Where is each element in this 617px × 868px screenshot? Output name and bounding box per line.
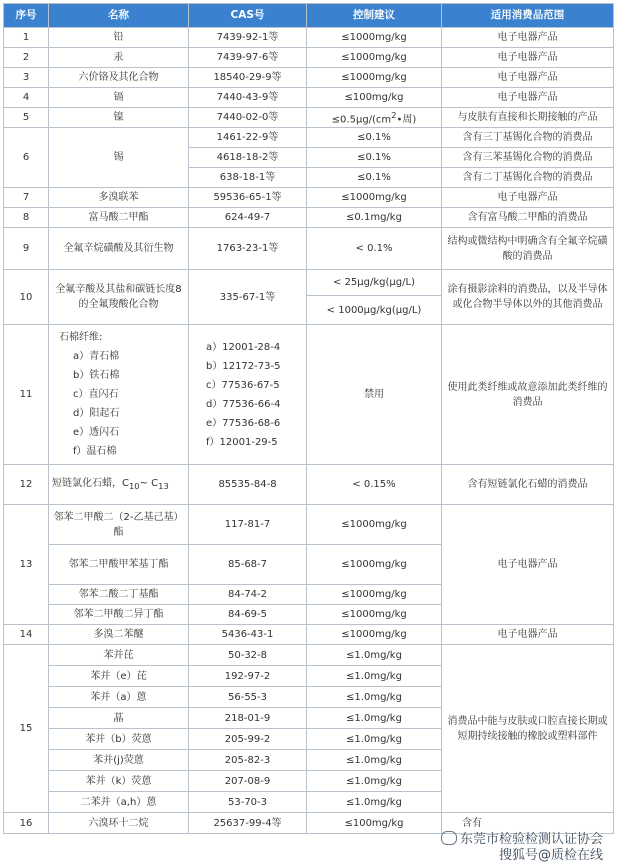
list-item: b）铁石棉 <box>73 370 120 382</box>
row-name: 汞 <box>49 48 189 68</box>
row-no: 10 <box>4 270 49 325</box>
row-name: 镍 <box>49 108 189 128</box>
row-scope: 含有三苯基锡化合物的消费品 <box>442 148 614 168</box>
row-scope: 含有富马酸二甲酯的消费品 <box>442 208 614 228</box>
list-item: c）直闪石 <box>73 389 119 401</box>
row-limit: ≤1.0mg/kg <box>307 666 442 687</box>
row-cas: 56-55-3 <box>189 687 307 708</box>
row-limit: ≤1.0mg/kg <box>307 708 442 729</box>
list-item: e）77536-68-6 <box>206 417 281 429</box>
row-cas: 335-67-1等 <box>189 270 307 325</box>
list-item: a）青石棉 <box>73 351 120 363</box>
watermark-org: 东莞市检验检测认证协会 <box>459 832 603 847</box>
list-item: e）透闪石 <box>73 427 120 439</box>
table-row <box>4 128 614 148</box>
name-subscript: 13 <box>158 480 169 491</box>
row-name: 苯并（k）荧蒽 <box>49 771 189 792</box>
regulation-table <box>3 3 614 834</box>
row-limit: ≤0.1% <box>307 168 442 188</box>
row-limit: ≤1000mg/kg <box>307 28 442 48</box>
row-scope: 含有 <box>442 813 614 834</box>
row-scope: 电子电器产品 <box>442 68 614 88</box>
header-limit: 控制建议 <box>307 4 442 28</box>
row-limit: ≤1000mg/kg <box>307 188 442 208</box>
row-no: 11 <box>4 325 49 465</box>
row-name: 全氟辛烷磺酸及其衍生物 <box>49 228 189 270</box>
row-cas: 4618-18-2等 <box>189 148 307 168</box>
list-item: d）77536-66-4 <box>206 398 281 410</box>
row-no: 4 <box>4 88 49 108</box>
row-cas: 5436-43-1 <box>189 625 307 645</box>
row-cas: 84-69-5 <box>189 605 307 625</box>
table-row <box>4 68 614 88</box>
row-no: 2 <box>4 48 49 68</box>
row-cas: 59536-65-1等 <box>189 188 307 208</box>
row-no: 13 <box>4 505 49 625</box>
row-name: 全氟辛酸及其盐和碳链长度8的全氟羧酸化合物 <box>49 270 189 325</box>
table-row <box>4 465 614 505</box>
row-limit: ≤1000mg/kg <box>307 48 442 68</box>
row-name: 邻苯二酸二丁基酯 <box>49 585 189 605</box>
table-row <box>4 645 614 666</box>
row-cas: 192-97-2 <box>189 666 307 687</box>
row-limit: < 0.1% <box>307 228 442 270</box>
limit-text-suffix: •周) <box>396 114 417 126</box>
row-no: 12 <box>4 465 49 505</box>
row-limit: ≤100mg/kg <box>307 88 442 108</box>
header-scope: 适用消费品范围 <box>442 4 614 28</box>
wechat-icon <box>441 831 457 845</box>
row-scope: 电子电器产品 <box>442 625 614 645</box>
row-name <box>49 465 189 505</box>
watermark-line-2: 搜狐号@质检在线 <box>498 848 603 863</box>
row-limit: 禁用 <box>307 325 442 465</box>
row-cas: 205-82-3 <box>189 750 307 771</box>
row-name: 镉 <box>49 88 189 108</box>
limit-text: ≤0.5μg/(cm <box>331 114 392 126</box>
row-limit: ≤1000mg/kg <box>307 625 442 645</box>
row-name: 苯并（b）荧蒽 <box>49 729 189 750</box>
table-header-row <box>4 4 614 28</box>
row-no: 6 <box>4 128 49 188</box>
row-name: 邻苯二甲酸甲苯基丁酯 <box>49 545 189 585</box>
row-limit: ≤0.1% <box>307 128 442 148</box>
row-scope: 涂有摄影涂料的消费品，以及半导体或化合物半导体以外的其他消费品 <box>442 270 614 325</box>
table-row <box>4 88 614 108</box>
table-row <box>4 325 614 465</box>
list-item: b）12172-73-5 <box>206 360 281 372</box>
row-scope: 电子电器产品 <box>442 505 614 625</box>
table-row <box>4 208 614 228</box>
table-row <box>4 228 614 270</box>
row-scope: 含有二丁基锡化合物的消费品 <box>442 168 614 188</box>
table-row <box>4 625 614 645</box>
name-text-mid: ~ C <box>139 477 159 489</box>
row-no: 7 <box>4 188 49 208</box>
row-cas: 207-08-9 <box>189 771 307 792</box>
row-cas: 50-32-8 <box>189 645 307 666</box>
row-no: 16 <box>4 813 49 834</box>
table-row <box>4 505 614 545</box>
row-cas: 1763-23-1等 <box>189 228 307 270</box>
row-scope: 含有三丁基锡化合物的消费品 <box>442 128 614 148</box>
row-limit: ≤1.0mg/kg <box>307 792 442 813</box>
row-cas: 53-70-3 <box>189 792 307 813</box>
row-limit: ≤1000mg/kg <box>307 605 442 625</box>
list-item: f）12001-29-5 <box>206 436 278 448</box>
row-no: 14 <box>4 625 49 645</box>
row-no: 9 <box>4 228 49 270</box>
row-name: 锡 <box>49 128 189 188</box>
row-scope: 电子电器产品 <box>442 88 614 108</box>
row-limit: ≤1.0mg/kg <box>307 729 442 750</box>
row-name: 苯并（a）蒽 <box>49 687 189 708</box>
row-limit: < 0.15% <box>307 465 442 505</box>
row-no: 3 <box>4 68 49 88</box>
row-name: 苯并芘 <box>49 645 189 666</box>
header-cas: CAS号 <box>189 4 307 28</box>
row-name: 二苯并（a,h）蒽 <box>49 792 189 813</box>
row-name: 苯并（e）芘 <box>49 666 189 687</box>
row-limit: ≤1.0mg/kg <box>307 750 442 771</box>
row-name <box>49 325 189 465</box>
row-limit: < 1000μg/kg(μg/L) <box>307 296 442 325</box>
row-limit: ≤1.0mg/kg <box>307 771 442 792</box>
row-scope: 电子电器产品 <box>442 28 614 48</box>
row-cas: 7439-97-6等 <box>189 48 307 68</box>
row-name: 富马酸二甲酯 <box>49 208 189 228</box>
row-scope: 与皮肤有直接和长期接触的产品 <box>442 108 614 128</box>
row-limit: ≤0.1mg/kg <box>307 208 442 228</box>
row-no: 8 <box>4 208 49 228</box>
row-scope: 电子电器产品 <box>442 48 614 68</box>
row-limit: ≤1000mg/kg <box>307 505 442 545</box>
row-scope: 含有短链氯化石蜡的消费品 <box>442 465 614 505</box>
row-cas: 25637-99-4等 <box>189 813 307 834</box>
limit-superscript: 2 <box>391 110 397 120</box>
row-scope: 结构或微结构中明确含有全氟辛烷磺酸的消费品 <box>442 228 614 270</box>
row-cas: 7439-92-1等 <box>189 28 307 48</box>
row-name: 多溴联苯 <box>49 188 189 208</box>
row-cas: 85535-84-8 <box>189 465 307 505</box>
row-limit: ≤1000mg/kg <box>307 68 442 88</box>
row-limit <box>307 108 442 128</box>
watermark <box>441 831 603 864</box>
row-scope: 电子电器产品 <box>442 188 614 208</box>
row-limit: ≤1.0mg/kg <box>307 645 442 666</box>
table-row <box>4 108 614 128</box>
row-cas: 85-68-7 <box>189 545 307 585</box>
row-cas: 624-49-7 <box>189 208 307 228</box>
asbestos-title: 石棉纤维: <box>59 332 103 344</box>
row-cas: 18540-29-9等 <box>189 68 307 88</box>
name-text: 短链氯化石蜡，C <box>52 477 129 489</box>
row-cas <box>189 325 307 465</box>
row-scope: 消费品中能与皮肤或口腔直接长期或短期持续接触的橡胶或塑料部件 <box>442 645 614 813</box>
row-limit: ≤0.1% <box>307 148 442 168</box>
table-row <box>4 48 614 68</box>
row-name: 六价铬及其化合物 <box>49 68 189 88</box>
row-no: 1 <box>4 28 49 48</box>
table-row <box>4 270 614 296</box>
header-name: 名称 <box>49 4 189 28</box>
row-cas: 638-18-1等 <box>189 168 307 188</box>
name-subscript: 10 <box>128 480 140 491</box>
row-cas: 218-01-9 <box>189 708 307 729</box>
list-item: a）12001-28-4 <box>206 341 281 353</box>
row-cas: 1461-22-9等 <box>189 128 307 148</box>
row-limit: ≤100mg/kg <box>307 813 442 834</box>
list-item: c）77536-67-5 <box>206 379 280 391</box>
row-name: 邻苯二甲酸二（2-乙基己基）酯 <box>49 505 189 545</box>
list-item: d）阳起石 <box>73 408 120 420</box>
row-cas: 117-81-7 <box>189 505 307 545</box>
row-no: 5 <box>4 108 49 128</box>
row-limit: < 25μg/kg(μg/L) <box>307 270 442 296</box>
watermark-line-1 <box>441 831 603 848</box>
table-row <box>4 28 614 48</box>
list-item: f）温石棉 <box>73 446 117 458</box>
row-name: 铅 <box>49 28 189 48</box>
row-cas: 84-74-2 <box>189 585 307 605</box>
row-name: 邻苯二甲酸二异丁酯 <box>49 605 189 625</box>
table-row <box>4 188 614 208</box>
row-limit: ≤1.0mg/kg <box>307 687 442 708</box>
row-name: 多溴二苯醚 <box>49 625 189 645</box>
row-limit: ≤1000mg/kg <box>307 585 442 605</box>
row-cas: 7440-43-9等 <box>189 88 307 108</box>
row-cas: 205-99-2 <box>189 729 307 750</box>
row-name: 苯并(j)荧蒽 <box>49 750 189 771</box>
row-limit: ≤1000mg/kg <box>307 545 442 585</box>
row-name: 蕌 <box>49 708 189 729</box>
row-cas: 7440-02-0等 <box>189 108 307 128</box>
row-name: 六溴环十二烷 <box>49 813 189 834</box>
header-no: 序号 <box>4 4 49 28</box>
row-no: 15 <box>4 645 49 813</box>
row-scope: 使用此类纤维或故意添加此类纤维的消费品 <box>442 325 614 465</box>
